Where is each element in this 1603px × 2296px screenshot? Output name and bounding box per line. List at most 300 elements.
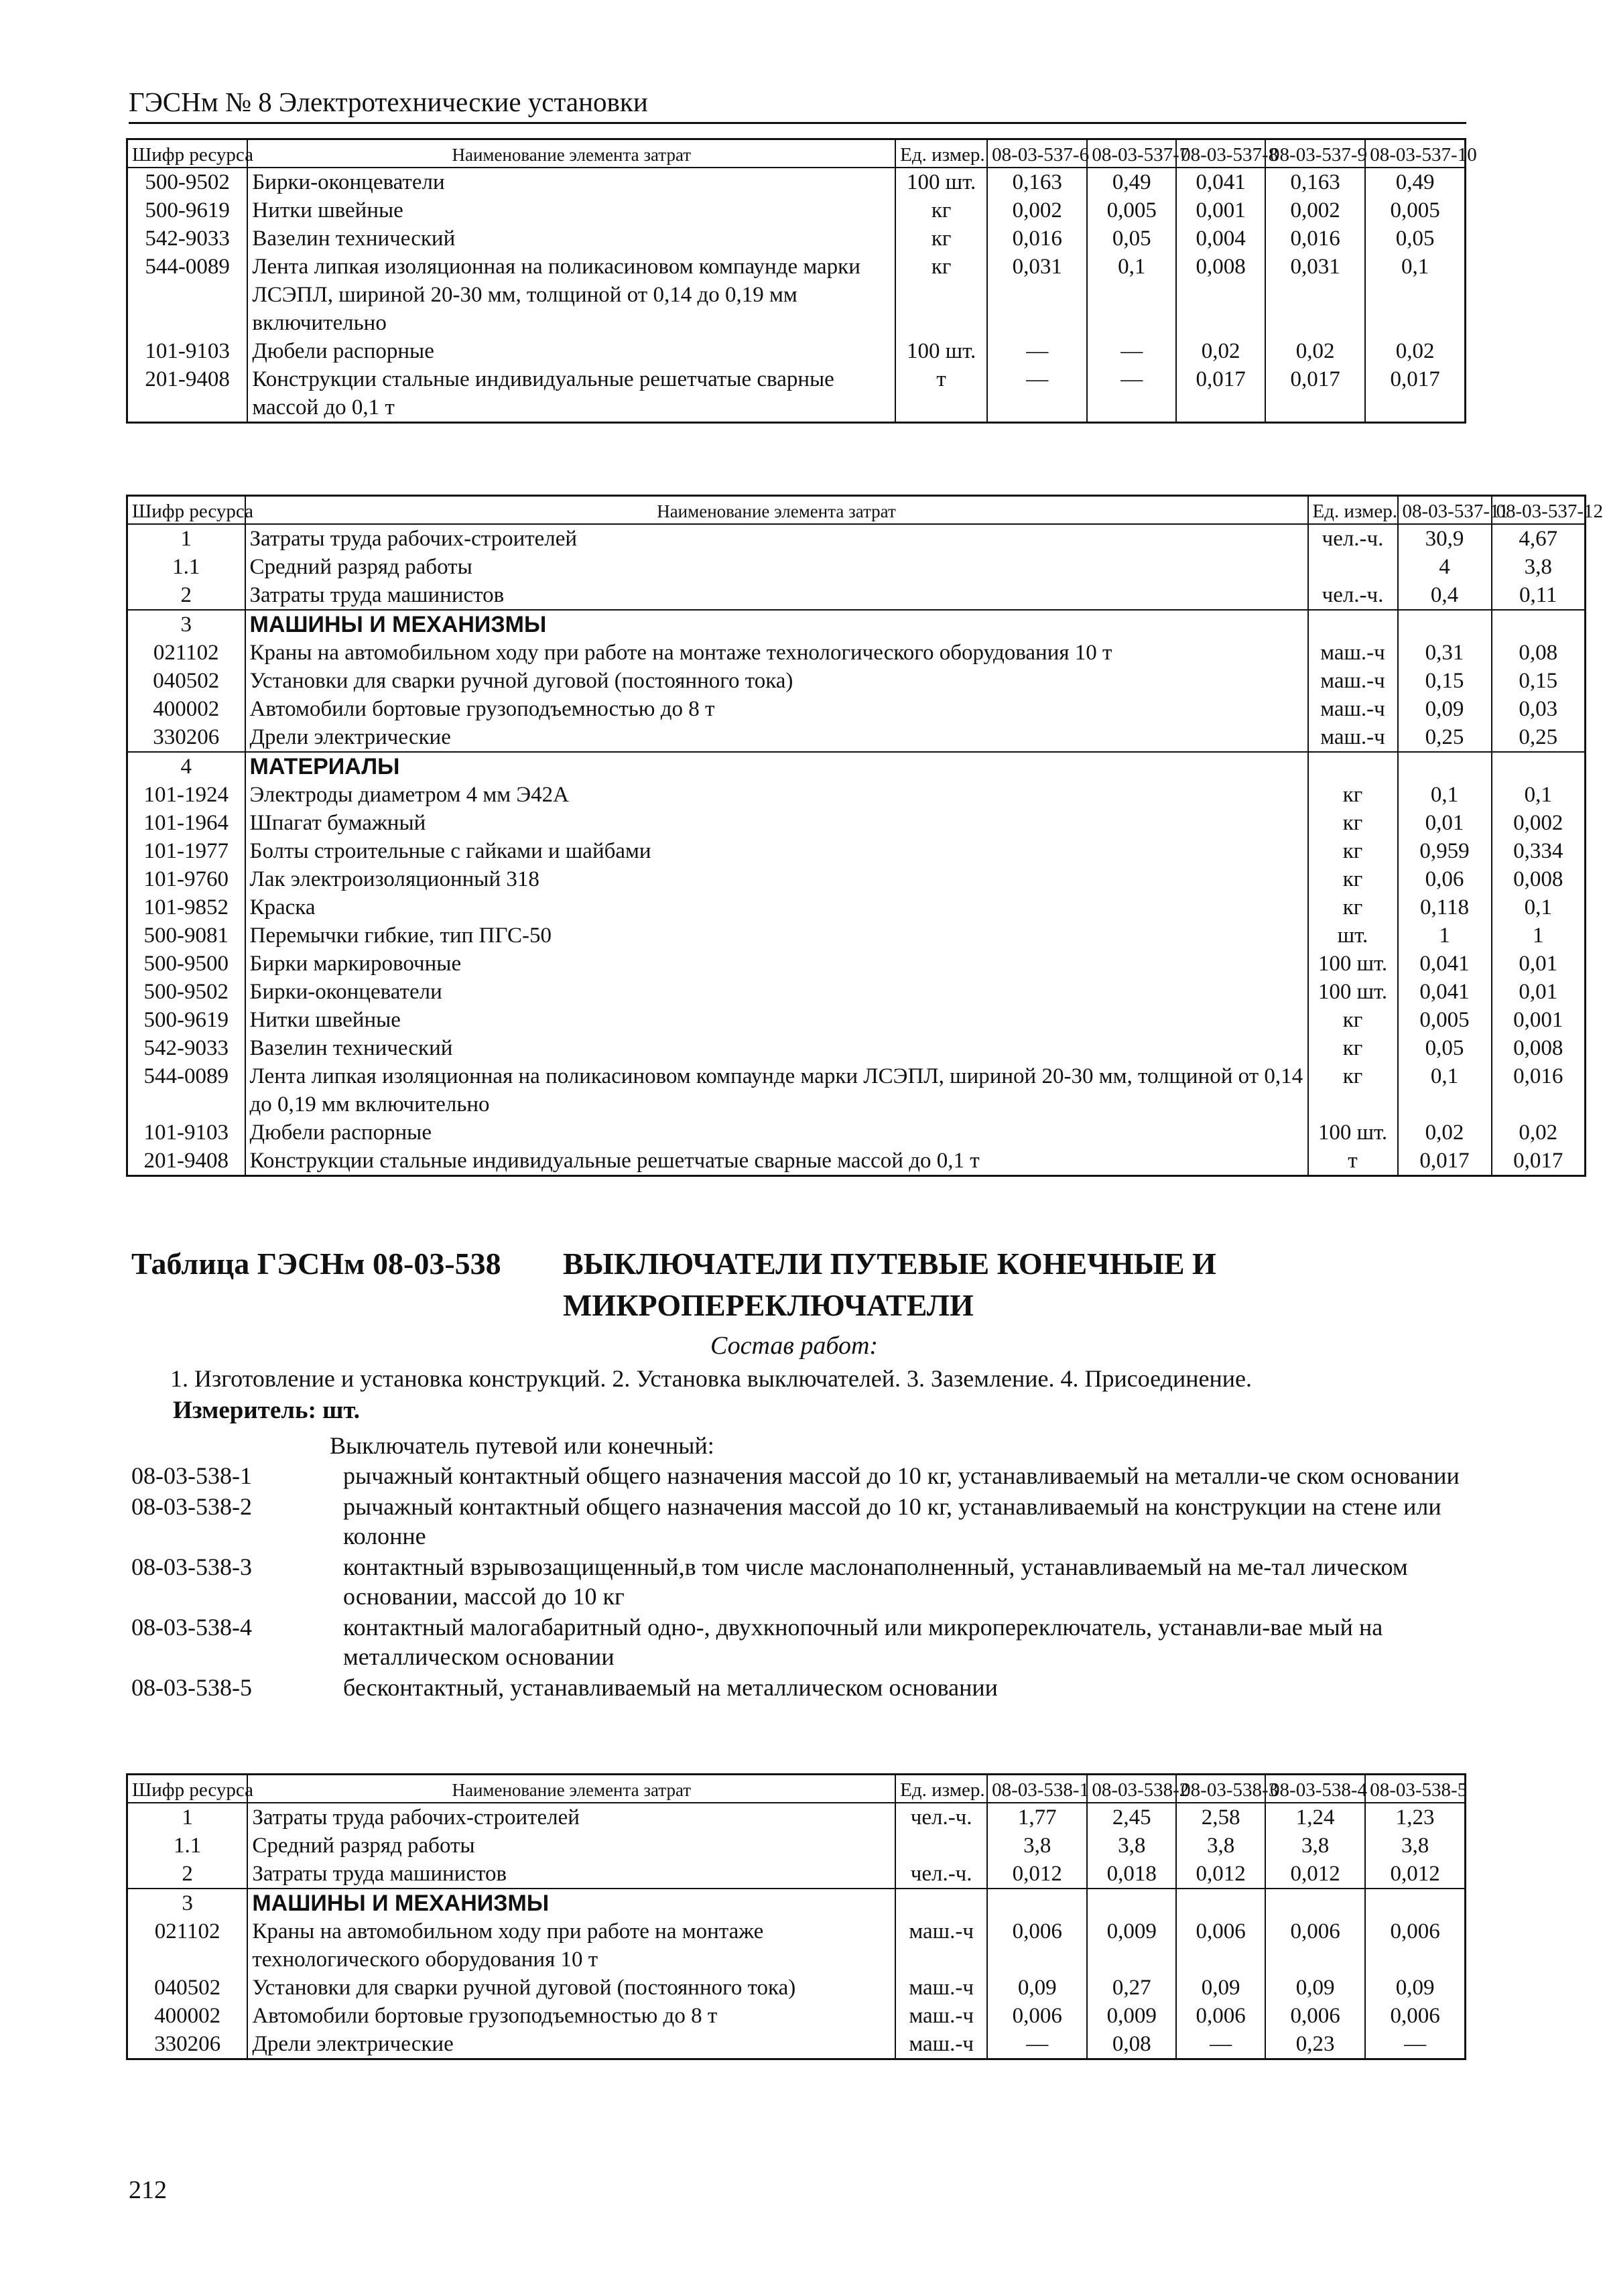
row-value: — [1176, 2030, 1265, 2059]
row-value: 0,09 [1365, 1974, 1465, 2002]
table-row [127, 168, 1466, 196]
row-unit: маш.-ч [895, 2030, 987, 2059]
row-code: 500-9619 [127, 1006, 245, 1034]
row-value: 3,8 [1265, 1832, 1365, 1860]
row-value: 0,008 [1492, 1034, 1586, 1062]
column-header-unit: Ед. измер. [895, 1775, 987, 1803]
row-code: 542-9033 [127, 225, 248, 253]
table-row [127, 1147, 1586, 1176]
row-code: 1.1 [127, 1832, 248, 1860]
row-unit: кг [1308, 893, 1398, 921]
row-value [1365, 1889, 1465, 1917]
row-value: 2,45 [1087, 1803, 1176, 1832]
row-value: 0,1 [1365, 253, 1465, 337]
column-header-code: Шифр ресурса [127, 139, 248, 168]
row-value: 0,005 [1087, 196, 1176, 225]
row-code: 101-1964 [127, 809, 245, 837]
row-value: 0,02 [1176, 337, 1265, 365]
row-name: Затраты труда рабочих-строителей [247, 1803, 895, 1832]
row-value: 0,09 [1265, 1974, 1365, 2002]
row-value: 1,23 [1365, 1803, 1465, 1832]
row-value: 0,1 [1492, 781, 1586, 809]
row-value: 0,23 [1265, 2030, 1365, 2059]
row-value: 1,77 [987, 1803, 1087, 1832]
row-code: 3 [127, 1889, 248, 1917]
column-header-norm-code: 08-03-538-2 [1087, 1775, 1176, 1803]
row-name: Краны на автомобильном ходу при работе на монтаже технологического оборудования 10 т [245, 639, 1308, 667]
row-value: 30,9 [1398, 524, 1492, 553]
row-value: 0,016 [1265, 225, 1365, 253]
variant-code: 08-03-538-3 [131, 1553, 252, 1580]
table-row [127, 1917, 1466, 1974]
table-row [127, 1860, 1466, 1889]
row-value: 0,02 [1398, 1119, 1492, 1147]
row-value: 0,05 [1398, 1034, 1492, 1062]
row-unit: кг [1308, 1034, 1398, 1062]
variant-description: рычажный контактный общего назначения массой до 10 кг, устанавливаемый на металли-че ском основании [343, 1462, 1460, 1489]
row-value: — [1365, 2030, 1465, 2059]
row-name: Бирки-оконцеватели [245, 978, 1308, 1006]
row-code: 500-9502 [127, 978, 245, 1006]
column-header-name: Наименование элемента затрат [245, 496, 1308, 525]
variants-subheading: Выключатель путевой или конечный: [330, 1432, 714, 1459]
row-unit: чел.-ч. [1308, 581, 1398, 610]
composition-text: 1. Изготовление и установка конструкций. 2. Установка выключателей. 3. Заземление. 4. Присоединение. [170, 1365, 1253, 1392]
variant-item [131, 1612, 1478, 1671]
row-code: 2 [127, 581, 245, 610]
row-value: 0,11 [1492, 581, 1586, 610]
column-header-name: Наименование элемента затрат [247, 139, 895, 168]
row-value: 0,959 [1398, 837, 1492, 865]
row-value: 0,25 [1492, 723, 1586, 752]
row-name: Дрели электрические [247, 2030, 895, 2059]
table-row [127, 2030, 1466, 2059]
row-unit [1308, 610, 1398, 639]
row-code: 500-9500 [127, 950, 245, 978]
row-unit: маш.-ч [895, 2002, 987, 2030]
table-row [127, 581, 1586, 610]
row-name: Болты строительные с гайками и шайбами [245, 837, 1308, 865]
row-value: 0,006 [1176, 1917, 1265, 1974]
row-value: 0,001 [1492, 1006, 1586, 1034]
row-value: 1 [1492, 921, 1586, 950]
table-row [127, 639, 1586, 667]
row-value: 0,15 [1492, 667, 1586, 695]
column-header-unit: Ед. измер. [895, 139, 987, 168]
resource-table-538 [126, 1773, 1466, 2060]
row-value: 0,005 [1398, 1006, 1492, 1034]
row-name: Автомобили бортовые грузоподъемностью до 8 т [245, 695, 1308, 723]
table-row [127, 950, 1586, 978]
table-header-row [127, 496, 1586, 525]
row-code: 400002 [127, 2002, 248, 2030]
row-code: 101-1977 [127, 837, 245, 865]
column-header-norm-code: 08-03-538-1 [987, 1775, 1087, 1803]
row-value [1087, 1889, 1176, 1917]
table-header-row [127, 1775, 1466, 1803]
row-code: 500-9081 [127, 921, 245, 950]
row-value: 0,006 [1176, 2002, 1265, 2030]
table-row [127, 1119, 1586, 1147]
row-unit: кг [895, 253, 987, 337]
row-value [1176, 1889, 1265, 1917]
row-unit: маш.-ч [1308, 639, 1398, 667]
row-value: 3,8 [1176, 1832, 1265, 1860]
row-value: 0,49 [1087, 168, 1176, 196]
row-value: 0,334 [1492, 837, 1586, 865]
row-code: 101-9103 [127, 337, 248, 365]
row-value: 0,25 [1398, 723, 1492, 752]
composition-label: Состав работ: [710, 1332, 879, 1360]
row-value: 0,05 [1087, 225, 1176, 253]
row-value: 0,018 [1087, 1860, 1176, 1889]
row-unit: чел.-ч. [895, 1803, 987, 1832]
row-value: 0,006 [1265, 1917, 1365, 1974]
row-value: 0,1 [1398, 781, 1492, 809]
row-value: 1 [1398, 921, 1492, 950]
row-value: 0,1 [1087, 253, 1176, 337]
row-value: 0,017 [1398, 1147, 1492, 1176]
row-value: 0,012 [1176, 1860, 1265, 1889]
resource-table-537-11-12 [126, 495, 1603, 1177]
row-code: 400002 [127, 695, 245, 723]
variant-item [131, 1552, 1478, 1611]
row-value: 0,006 [1265, 2002, 1365, 2030]
row-unit: 100 шт. [895, 168, 987, 196]
row-value: 0,118 [1398, 893, 1492, 921]
table-header-row [127, 139, 1466, 168]
row-unit: 100 шт. [1308, 950, 1398, 978]
table-row [127, 921, 1586, 950]
row-value: 0,031 [1265, 253, 1365, 337]
row-value: 0,012 [1365, 1860, 1465, 1889]
row-code: 544-0089 [127, 1062, 245, 1119]
row-name: Конструкции стальные индивидуальные решетчатые сварные массой до 0,1 т [245, 1147, 1308, 1176]
table-row [127, 695, 1586, 723]
row-value: 0,006 [987, 1917, 1087, 1974]
row-unit: 100 шт. [895, 337, 987, 365]
row-name: Дюбели распорные [245, 1119, 1308, 1147]
table-row [127, 781, 1586, 809]
table-row [127, 196, 1466, 225]
row-value: 0,012 [1265, 1860, 1365, 1889]
row-code: 1 [127, 1803, 248, 1832]
row-value: 0,1 [1398, 1062, 1492, 1119]
row-value: 0,05 [1365, 225, 1465, 253]
row-unit: чел.-ч. [895, 1860, 987, 1889]
column-header-unit: Ед. измер. [1308, 496, 1398, 525]
row-value: 0,09 [1398, 695, 1492, 723]
table-row [127, 1006, 1586, 1034]
row-value: 0,4 [1398, 581, 1492, 610]
row-value: 0,002 [987, 196, 1087, 225]
row-unit: кг [1308, 865, 1398, 893]
row-unit: 100 шт. [1308, 1119, 1398, 1147]
row-value: 3,8 [1492, 553, 1586, 581]
row-name: Средний разряд работы [245, 553, 1308, 581]
row-code: 040502 [127, 667, 245, 695]
column-header-norm-code: 08-03-537-9 [1265, 139, 1365, 168]
row-code: 101-9760 [127, 865, 245, 893]
row-unit: кг [895, 196, 987, 225]
column-header-code: Шифр ресурса [127, 496, 245, 525]
row-name: Дюбели распорные [247, 337, 895, 365]
row-value: 3,8 [1087, 1832, 1176, 1860]
row-unit: маш.-ч [895, 1917, 987, 1974]
table-row [127, 1034, 1586, 1062]
row-value: — [987, 2030, 1087, 2059]
table-row [127, 1062, 1586, 1119]
table-538-label: Таблица ГЭСНм 08-03-538 [131, 1247, 501, 1281]
row-value: 4,67 [1492, 524, 1586, 553]
row-value: 0,01 [1492, 978, 1586, 1006]
row-value: 0,009 [1087, 2002, 1176, 2030]
table-row [127, 1832, 1466, 1860]
row-value: 0,008 [1176, 253, 1265, 337]
row-code: 500-9502 [127, 168, 248, 196]
row-name: Затраты труда машинистов [247, 1860, 895, 1889]
variant-description: рычажный контактный общего назначения массой до 10 кг, устанавливаемый на конструкции на стене или колонне [343, 1493, 1441, 1549]
row-value: 0,004 [1176, 225, 1265, 253]
row-value: 0,002 [1492, 809, 1586, 837]
table-row [127, 1974, 1466, 2002]
row-name: Электроды диаметром 4 мм Э42А [245, 781, 1308, 809]
row-name: Вазелин технический [247, 225, 895, 253]
row-value: 1,24 [1265, 1803, 1365, 1832]
row-code: 021102 [127, 639, 245, 667]
row-name: Автомобили бортовые грузоподъемностью до 8 т [247, 2002, 895, 2030]
row-unit [1308, 553, 1398, 581]
row-name: Средний разряд работы [247, 1832, 895, 1860]
row-value: 0,31 [1398, 639, 1492, 667]
variant-description: контактный малогабаритный одно-, двухкнопочный или микропереключатель, устанавли-вае мый на металлическом основании [343, 1614, 1383, 1670]
row-value: 0,02 [1492, 1119, 1586, 1147]
row-code: 1.1 [127, 553, 245, 581]
row-unit: маш.-ч [895, 1974, 987, 2002]
column-header-norm-code: 08-03-537-11 [1398, 496, 1492, 525]
row-name: МАШИНЫ И МЕХАНИЗМЫ [245, 610, 1308, 639]
variant-description: контактный взрывозащищенный,в том числе маслонаполненный, устанавливаемый на ме-тал лическом основании, массой до 10 кг [343, 1553, 1408, 1610]
row-code: 2 [127, 1860, 248, 1889]
row-unit: 100 шт. [1308, 978, 1398, 1006]
row-value: 0,15 [1398, 667, 1492, 695]
row-code: 544-0089 [127, 253, 248, 337]
page-number: 212 [129, 2176, 167, 2204]
row-name: Затраты труда рабочих-строителей [245, 524, 1308, 553]
table-row [127, 2002, 1466, 2030]
row-name: Лак электроизоляционный 318 [245, 865, 1308, 893]
row-value: 0,031 [987, 253, 1087, 337]
row-name: Бирки-оконцеватели [247, 168, 895, 196]
table-row [127, 865, 1586, 893]
column-header-norm-code: 08-03-537-12 [1492, 496, 1586, 525]
row-value: — [1087, 337, 1176, 365]
table-row [127, 837, 1586, 865]
table-row [127, 253, 1466, 337]
row-value: 0,01 [1398, 809, 1492, 837]
row-value: 0,163 [987, 168, 1087, 196]
row-value: 0,041 [1176, 168, 1265, 196]
row-value: 0,016 [1492, 1062, 1586, 1119]
variant-description: бесконтактный, устанавливаемый на металлическом основании [343, 1674, 998, 1701]
row-value: 0,002 [1265, 196, 1365, 225]
row-value: 0,02 [1265, 337, 1365, 365]
row-value: 0,1 [1492, 893, 1586, 921]
row-name: Установки для сварки ручной дуговой (постоянного тока) [245, 667, 1308, 695]
row-value: 0,041 [1398, 950, 1492, 978]
row-unit [1308, 752, 1398, 781]
row-value: 0,006 [1365, 2002, 1465, 2030]
row-value: 0,09 [987, 1974, 1087, 2002]
row-code: 3 [127, 610, 245, 639]
row-code: 101-1924 [127, 781, 245, 809]
row-value: 0,017 [1265, 365, 1365, 423]
meter-unit: Измеритель: шт. [173, 1397, 361, 1424]
variants-list [131, 1461, 1478, 1704]
row-code: 040502 [127, 1974, 248, 2002]
table-row [127, 978, 1586, 1006]
row-name: Установки для сварки ручной дуговой (постоянного тока) [247, 1974, 895, 2002]
row-unit: чел.-ч. [1308, 524, 1398, 553]
table-row [127, 1803, 1466, 1832]
row-value: 0,005 [1365, 196, 1465, 225]
row-unit: т [895, 365, 987, 423]
resource-table-537-6-10 [126, 138, 1477, 424]
table-row [127, 225, 1466, 253]
column-header-name: Наименование элемента затрат [247, 1775, 895, 1803]
table-row [127, 365, 1466, 423]
row-value: 0,012 [987, 1860, 1087, 1889]
variant-item [131, 1461, 1478, 1490]
column-header-norm-code: 08-03-537-7 [1087, 139, 1176, 168]
row-value [1398, 752, 1492, 781]
row-name: Затраты труда машинистов [245, 581, 1308, 610]
row-value: 0,49 [1365, 168, 1465, 196]
row-code: 1 [127, 524, 245, 553]
column-header-norm-code: 08-03-538-4 [1265, 1775, 1365, 1803]
row-unit: кг [895, 225, 987, 253]
row-code: 330206 [127, 2030, 248, 2059]
row-code: 201-9408 [127, 365, 248, 423]
header-title: ГЭСНм № 8 Электротехнические установки [129, 86, 648, 117]
row-code: 330206 [127, 723, 245, 752]
row-value: 0,09 [1176, 1974, 1265, 2002]
table-row [127, 524, 1586, 553]
row-unit: кг [1308, 1062, 1398, 1119]
row-unit: маш.-ч [1308, 723, 1398, 752]
table-row [127, 610, 1586, 639]
row-value: 0,001 [1176, 196, 1265, 225]
row-value: 0,041 [1398, 978, 1492, 1006]
table-row [127, 723, 1586, 752]
row-value: — [1087, 365, 1176, 423]
row-value: 0,06 [1398, 865, 1492, 893]
row-value [987, 1889, 1087, 1917]
variant-code: 08-03-538-5 [131, 1674, 252, 1701]
row-value: 0,08 [1492, 639, 1586, 667]
row-value: 2,58 [1176, 1803, 1265, 1832]
row-code: 500-9619 [127, 196, 248, 225]
row-value: 3,8 [1365, 1832, 1465, 1860]
row-name: Конструкции стальные индивидуальные решетчатые сварные массой до 0,1 т [247, 365, 895, 423]
column-header-norm-code: 08-03-538-3 [1176, 1775, 1265, 1803]
table-row [127, 553, 1586, 581]
row-name: Краска [245, 893, 1308, 921]
row-unit [895, 1832, 987, 1860]
row-value: 0,017 [1365, 365, 1465, 423]
table-row [127, 337, 1466, 365]
row-value: 4 [1398, 553, 1492, 581]
variant-code: 08-03-538-4 [131, 1614, 252, 1641]
row-unit [895, 1889, 987, 1917]
row-name: МАТЕРИАЛЫ [245, 752, 1308, 781]
row-name: Перемычки гибкие, тип ПГС-50 [245, 921, 1308, 950]
row-value: 0,009 [1087, 1917, 1176, 1974]
row-value: 0,163 [1265, 168, 1365, 196]
row-value: — [987, 365, 1087, 423]
row-value: 0,017 [1176, 365, 1265, 423]
row-code: 021102 [127, 1917, 248, 1974]
row-value: 3,8 [987, 1832, 1087, 1860]
row-name: Шпагат бумажный [245, 809, 1308, 837]
row-value [1398, 610, 1492, 639]
row-unit: кг [1308, 781, 1398, 809]
row-unit: шт. [1308, 921, 1398, 950]
row-name: Нитки швейные [245, 1006, 1308, 1034]
row-value: 0,006 [987, 2002, 1087, 2030]
page-header [129, 84, 1466, 124]
row-code: 201-9408 [127, 1147, 245, 1176]
row-value: 0,008 [1492, 865, 1586, 893]
row-name: Лента липкая изоляционная на поликасиновом компаунде марки ЛСЭПЛ, шириной 20-30 мм, толщиной от 0,14 до 0,19 мм включительно [247, 253, 895, 337]
row-value [1492, 752, 1586, 781]
row-name: МАШИНЫ И МЕХАНИЗМЫ [247, 1889, 895, 1917]
table-row [127, 893, 1586, 921]
row-unit: кг [1308, 809, 1398, 837]
row-value [1492, 610, 1586, 639]
row-unit: маш.-ч [1308, 667, 1398, 695]
row-name: Бирки маркировочные [245, 950, 1308, 978]
table-row [127, 1889, 1466, 1917]
column-header-code: Шифр ресурса [127, 1775, 248, 1803]
row-value: 0,006 [1365, 1917, 1465, 1974]
row-value: 0,017 [1492, 1147, 1586, 1176]
row-code: 4 [127, 752, 245, 781]
row-code: 101-9103 [127, 1119, 245, 1147]
table-row [127, 752, 1586, 781]
variant-item [131, 1492, 1478, 1551]
variant-code: 08-03-538-2 [131, 1493, 252, 1520]
table-row [127, 809, 1586, 837]
column-header-norm-code: 08-03-537-6 [987, 139, 1087, 168]
row-code: 542-9033 [127, 1034, 245, 1062]
row-value: 0,27 [1087, 1974, 1176, 2002]
row-unit: т [1308, 1147, 1398, 1176]
column-header-norm-code: 08-03-538-5 [1365, 1775, 1465, 1803]
column-header-norm-code: 08-03-537-8 [1176, 139, 1265, 168]
row-value: 0,016 [987, 225, 1087, 253]
row-name: Вазелин технический [245, 1034, 1308, 1062]
table-538-heading: ВЫКЛЮЧАТЕЛИ ПУТЕВЫЕ КОНЕЧНЫЕ И МИКРОПЕРЕКЛЮЧАТЕЛИ [563, 1247, 1216, 1322]
row-unit: кг [1308, 1006, 1398, 1034]
row-unit: кг [1308, 837, 1398, 865]
row-value: — [987, 337, 1087, 365]
column-header-norm-code: 08-03-537-10 [1365, 139, 1465, 168]
variant-code: 08-03-538-1 [131, 1462, 252, 1489]
row-value [1265, 1889, 1365, 1917]
row-value: 0,03 [1492, 695, 1586, 723]
row-code: 101-9852 [127, 893, 245, 921]
